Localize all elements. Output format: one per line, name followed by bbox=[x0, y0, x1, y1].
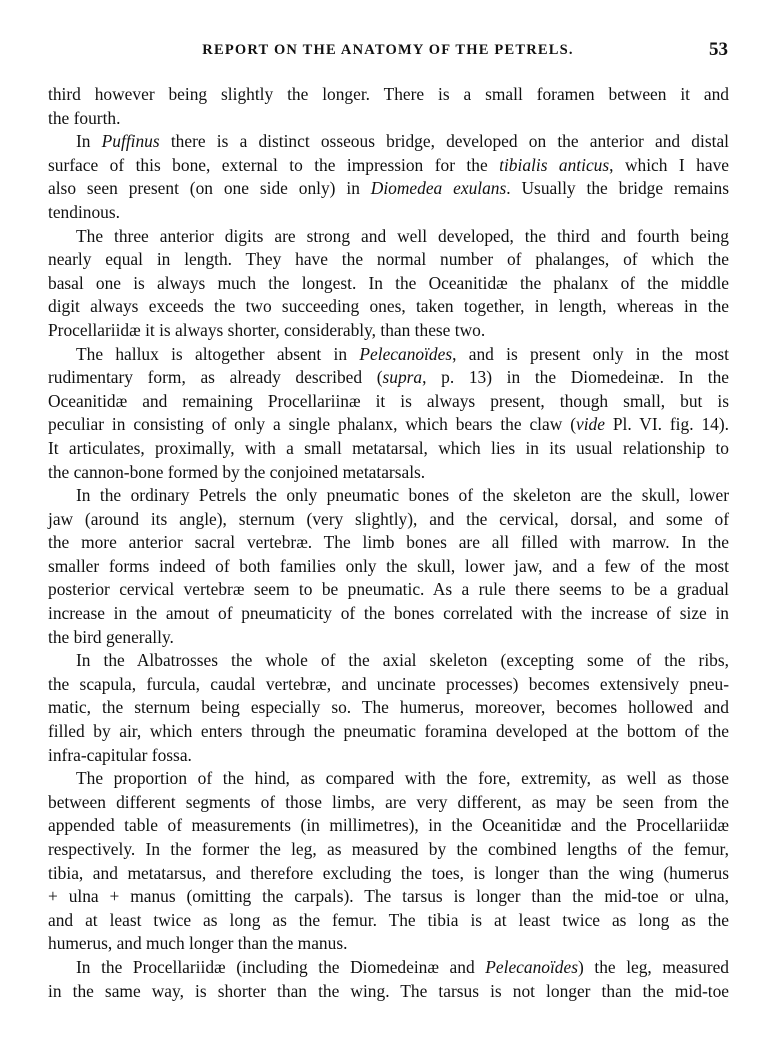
text-line: the cannon-bone formed by the conjoined metatarsals. bbox=[48, 461, 426, 482]
paragraph bbox=[48, 956, 729, 1003]
text-line: appended table of measurements (in millimetres), in the Oceanitidæ and the Procellariidæ bbox=[48, 815, 729, 836]
text-line: It articulates, proximally, with a small metatarsal, which lies in its usual relationship to bbox=[48, 437, 729, 458]
text-line: tendinous. bbox=[48, 201, 120, 222]
text-line: In the ordinary Petrels the only pneumatic bones of the skeleton are the skull, lower bbox=[76, 485, 729, 506]
text-line: the more anterior sacral vertebræ. The limb bones are all filled with marrow. In the bbox=[48, 532, 729, 553]
running-head: REPORT ON THE ANATOMY OF THE PETRELS. bbox=[202, 42, 574, 58]
text-line: The three anterior digits are strong and well developed, the third and fourth being bbox=[76, 225, 729, 246]
page-number: 53 bbox=[709, 39, 728, 60]
text-line: the bird generally. bbox=[48, 626, 174, 647]
text-line: surface of this bone, external to the impression for the tibialis anticus, which I have bbox=[48, 154, 729, 175]
text-line: digit always exceeds the two succeeding ones, taken together, in length, whereas in the bbox=[48, 296, 729, 317]
text-line: In Puffinus there is a distinct osseous bridge, developed on the anterior and distal bbox=[76, 131, 729, 152]
text-line: Oceanitidæ and remaining Procellariinæ it is always present, though small, but is bbox=[48, 390, 729, 411]
text-line: also seen present (on one side only) in Diomedea exulans. Usually the bridge remains bbox=[48, 178, 729, 199]
paragraph bbox=[48, 83, 729, 130]
text-line: between different segments of those limbs, are very different, as may be seen from the bbox=[48, 791, 729, 812]
text-line: The hallux is altogether absent in Pelecanoïdes, and is present only in the most bbox=[76, 343, 729, 364]
text-line: humerus, and much longer than the manus. bbox=[48, 933, 348, 954]
paragraph bbox=[48, 130, 729, 224]
paragraph bbox=[48, 767, 729, 956]
text-line: matic, the sternum being especially so. The humerus, moreover, becomes hollowed and bbox=[48, 697, 729, 718]
paragraph bbox=[48, 484, 729, 649]
text-line: posterior cervical vertebræ seem to be pneumatic. As a rule there seems to be a gradual bbox=[48, 579, 729, 600]
text-line: the fourth. bbox=[48, 107, 121, 128]
text-line: in the same way, is shorter than the wing. The tarsus is not longer than the mid-toe bbox=[48, 980, 729, 1001]
text-line: increase in the amout of pneumaticity of the bones correlated with the increase of size in bbox=[48, 603, 729, 624]
text-line: third however being slightly the longer. There is a small foramen between it and bbox=[48, 84, 729, 104]
text-line: nearly equal in length. They have the normal number of phalanges, of which the bbox=[48, 249, 729, 270]
body-text bbox=[48, 83, 729, 1003]
text-line: + ulna + manus (omitting the carpals). The tarsus is longer than the mid-toe or ulna, bbox=[48, 886, 729, 907]
text-line: infra-capitular fossa. bbox=[48, 744, 192, 765]
text-line: and at least twice as long as the femur. The tibia is at least twice as long as the bbox=[48, 909, 729, 930]
text-line: smaller forms indeed of both families only the skull, lower jaw, and a few of the most bbox=[48, 555, 729, 576]
text-line: In the Albatrosses the whole of the axial skeleton (excepting some of the ribs, bbox=[76, 650, 729, 671]
text-line: Procellariidæ it is always shorter, considerably, than these two. bbox=[48, 319, 486, 340]
text-line: The proportion of the hind, as compared with the fore, extremity, as well as those bbox=[76, 768, 729, 789]
paragraph bbox=[48, 649, 729, 767]
text-line: peculiar in consisting of only a single phalanx, which bears the claw (vide Pl. VI. fig. 14). bbox=[48, 414, 729, 435]
page-header bbox=[48, 39, 728, 66]
text-line: tibia, and metatarsus, and therefore excluding the toes, is longer than the wing (humerus bbox=[48, 862, 729, 883]
paragraph bbox=[48, 225, 729, 343]
text-line: rudimentary form, as already described (supra, p. 13) in the Diomedeinæ. In the bbox=[48, 367, 729, 388]
text-line: filled by air, which enters through the pneumatic foramina developed at the bottom of the bbox=[48, 721, 729, 742]
text-line: respectively. In the former the leg, as measured by the combined lengths of the femur, bbox=[48, 839, 729, 859]
text-line: In the Procellariidæ (including the Diomedeinæ and Pelecanoïdes) the leg, measured bbox=[76, 956, 729, 977]
text-line: the scapula, furcula, caudal vertebræ, and uncinate processes) becomes extensively pneu- bbox=[48, 673, 729, 694]
text-line: jaw (around its angle), sternum (very slightly), and the cervical, dorsal, and some of bbox=[48, 508, 729, 529]
text-line: basal one is always much the longest. In the Oceanitidæ the phalanx of the middle bbox=[48, 272, 729, 293]
paragraph bbox=[48, 343, 729, 485]
